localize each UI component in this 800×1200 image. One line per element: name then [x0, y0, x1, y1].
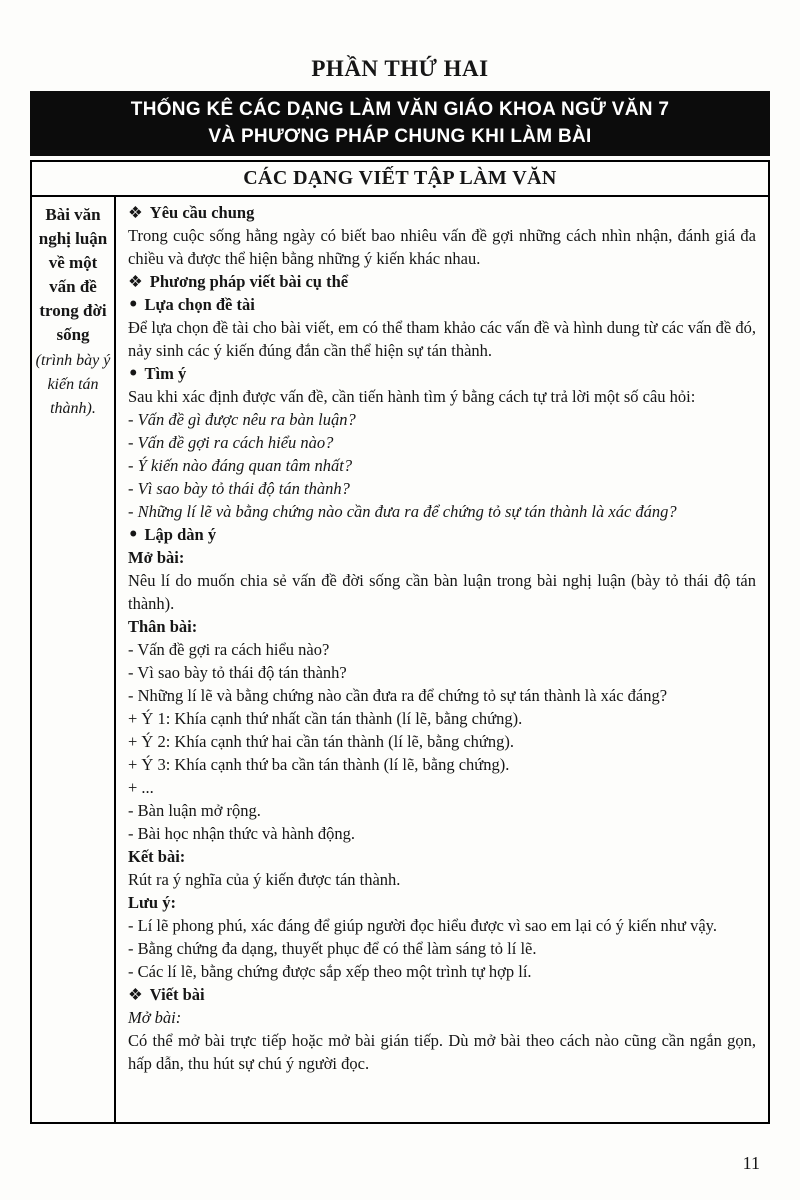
content-line: Rút ra ý nghĩa của ý kiến được tán thành. — [128, 870, 401, 889]
content-line: - Vấn đề gì được nêu ra bàn luận? — [128, 410, 356, 429]
table-title: CÁC DẠNG VIẾT TẬP LÀM VĂN — [32, 162, 768, 197]
diamond-bullet-icon: ❖ — [128, 985, 143, 1004]
content-line: - Vấn đề gợi ra cách hiểu nào? — [128, 433, 334, 452]
content-line: + Ý 3: Khía cạnh thứ ba cần tán thành (lí lẽ, bằng chứng). — [128, 755, 510, 774]
content-line: + Ý 1: Khía cạnh thứ nhất cần tán thành (lí lẽ, bằng chứng). — [128, 709, 523, 728]
dot-bullet-icon: • — [128, 525, 139, 544]
content-line: Lưu ý: — [128, 893, 176, 912]
content-line: Để lựa chọn đề tài cho bài viết, em có thể tham khảo các vấn đề và hình dung từ các vấn đề đó, nảy sinh các ý kiến đúng đắn cần thể hiện sự tán thành. — [128, 318, 756, 360]
content-line: - Bài học nhận thức và hành động. — [128, 824, 356, 843]
content-line: - Vấn đề gợi ra cách hiểu nào? — [128, 640, 330, 659]
content-line: Mở bài: — [128, 1008, 182, 1027]
content-table — [30, 160, 770, 1124]
content-line: Kết bài: — [128, 847, 186, 866]
content-line: Trong cuộc sống hằng ngày có biết bao nhiêu vấn đề gợi những cách nhìn nhận, đánh giá đa chiều và được thể hiện bằng những ý kiến khác nhau. — [128, 226, 756, 268]
content-line — [128, 201, 756, 224]
content-line: - Bàn luận mở rộng. — [128, 801, 261, 820]
content-line: - Những lí lẽ và bằng chứng nào cần đưa ra để chứng tỏ sự tán thành là xác đáng? — [128, 502, 677, 521]
content-line: Nêu lí do muốn chia sẻ vấn đề đời sống cần bàn luận trong bài nghị luận (bày tỏ thái độ tán thành). — [128, 571, 756, 613]
diamond-bullet-icon: ❖ — [128, 272, 143, 291]
content-line: + ... — [128, 778, 154, 797]
heading-text: Lựa chọn đề tài — [144, 295, 255, 314]
dot-bullet-icon: • — [128, 364, 139, 383]
sidebar-subtitle: (trình bày ý kiến tán thành). — [35, 352, 111, 417]
content-line — [128, 293, 756, 316]
banner-line-1: THỐNG KÊ CÁC DẠNG LÀM VĂN GIÁO KHOA NGỮ VĂN 7 — [130, 99, 670, 120]
content-cell — [116, 197, 768, 1122]
page-number: 11 — [742, 1153, 760, 1173]
heading-text: Tìm ý — [144, 364, 187, 383]
content-line — [128, 362, 756, 385]
dot-bullet-icon: • — [128, 295, 139, 314]
part-title: PHẦN THỨ HAI — [311, 56, 489, 81]
heading-text: Viết bài — [149, 985, 205, 1004]
content-line: - Bằng chứng đa dạng, thuyết phục để có thể làm sáng tỏ lí lẽ. — [128, 939, 537, 958]
content-line: Mở bài: — [128, 548, 185, 567]
banner-line-2: VÀ PHƯƠNG PHÁP CHUNG KHI LÀM BÀI — [208, 126, 592, 147]
content-line: - Các lí lẽ, bằng chứng được sắp xếp theo một trình tự hợp lí. — [128, 962, 532, 981]
content-line — [128, 983, 756, 1006]
content-line: - Những lí lẽ và bằng chứng nào cần đưa ra để chứng tỏ sự tán thành là xác đáng? — [128, 686, 668, 705]
content-line — [128, 270, 756, 293]
content-line: Thân bài: — [128, 617, 198, 636]
heading-text: Lập dàn ý — [144, 525, 217, 544]
content-line: - Vì sao bày tỏ thái độ tán thành? — [128, 479, 350, 498]
content-line: + Ý 2: Khía cạnh thứ hai cần tán thành (lí lẽ, bằng chứng). — [128, 732, 514, 751]
content-line: - Lí lẽ phong phú, xác đáng để giúp người đọc hiểu được vì sao em lại có ý kiến như vậy. — [128, 916, 717, 935]
heading-text: Yêu cầu chung — [149, 203, 255, 222]
content-line: - Ý kiến nào đáng quan tâm nhất? — [128, 456, 353, 475]
content-line — [128, 523, 756, 546]
content-line: - Vì sao bày tỏ thái độ tán thành? — [128, 663, 347, 682]
heading-text: Phương pháp viết bài cụ thể — [149, 272, 349, 291]
table-body — [32, 197, 768, 1122]
sidebar-cell — [32, 197, 116, 1122]
content-line: Sau khi xác định được vấn đề, cần tiến hành tìm ý bằng cách tự trả lời một số câu hỏi: — [128, 387, 696, 406]
sidebar-topic: Bài văn nghị luận về một vấn đề trong đời sống — [38, 205, 108, 344]
content-line: Có thể mở bài trực tiếp hoặc mở bài gián tiếp. Dù mở bài theo cách nào cũng cần ngắn gọn, hấp dẫn, thu hút sự chú ý người đọc. — [128, 1031, 756, 1073]
diamond-bullet-icon: ❖ — [128, 203, 143, 222]
section-banner — [30, 91, 770, 156]
